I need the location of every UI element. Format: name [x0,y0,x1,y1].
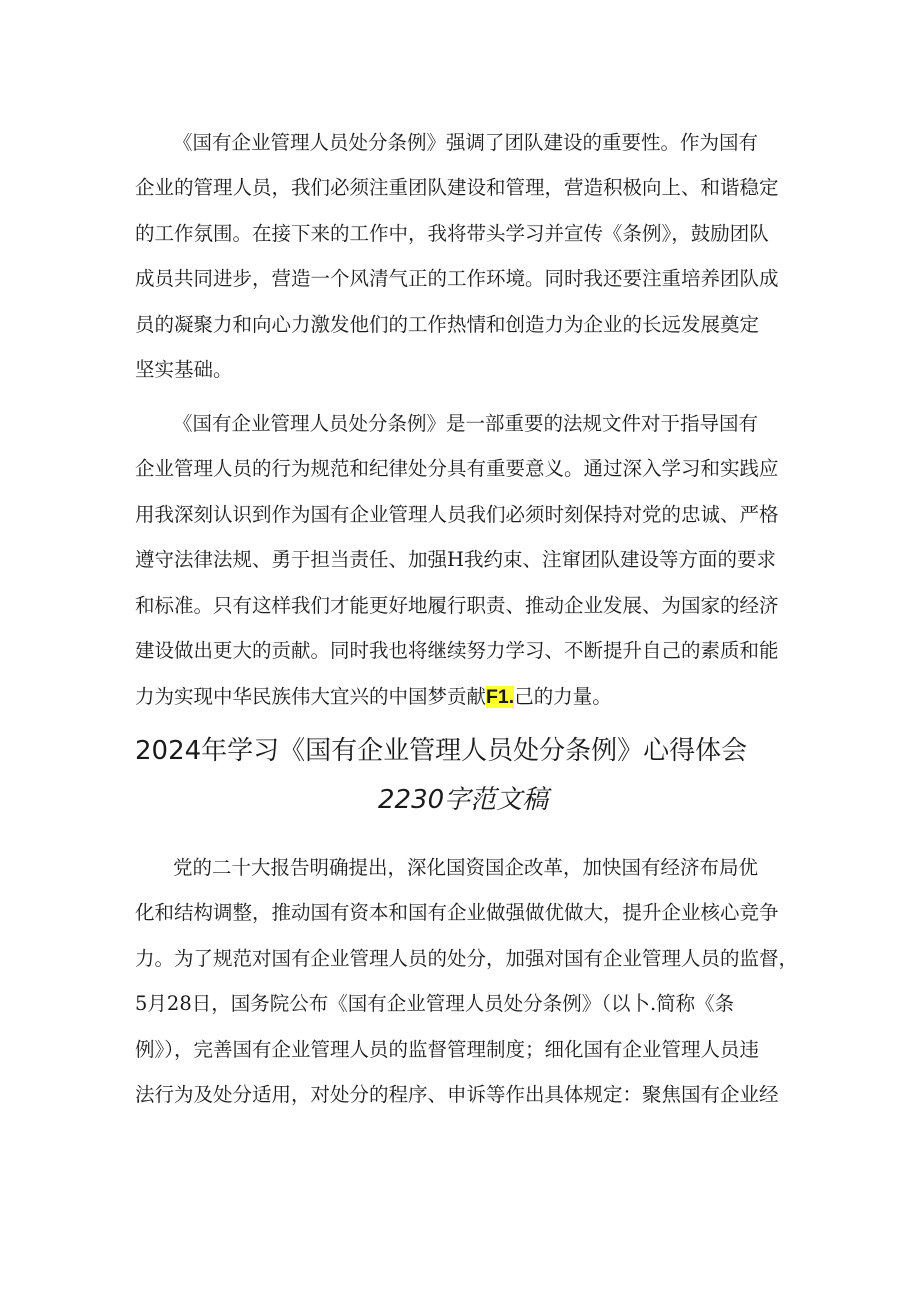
text-line: 遵守法律法规、勇于担当责任、加强H我约束、注窜团队建设等方面的要求 [135,548,777,571]
text-line: 《国有企业管理人员处分条例》是一部重要的法规文件对于指导国有 [173,412,759,435]
text-line: 用我深刻认识到作为国有企业管理人员我们必须时刻保持对党的忠诚、严格 [135,503,779,526]
text-line: 和标准。只有这样我们才能更好地履行职责、推动企业发展、为国家的经济 [135,594,779,617]
text-line: 《国有企业管理人员处分条例》强调了团队建设的重要性。作为国有 [173,131,759,154]
text-line: 法行为及处分适用，对处分的程序、申诉等作出具体规定：聚焦国有企业经 [135,1083,779,1106]
text-line: 员的凝聚力和向心力激发他们的工作热情和创造力为企业的长远发展奠定 [135,313,760,336]
text-line: 党的二十大报告明确提出，深化国资国企改革，加快国有经济布局优 [173,856,759,879]
text-line: 5月28日，国务院公布《国有企业管理人员处分条例》（以卜.简称《条 [135,992,735,1015]
text-line: 企业的管理人员，我们必须注重团队建设和管理，营造积极向上、和谐稳定 [135,176,779,199]
text-line: 企业管理人员的行为规范和纪律处分具有重要意义。通过深入学习和实践应 [135,457,779,480]
text-line: 例》），完善国有企业管理人员的监督管理制度；细化国有企业管理人员违 [135,1038,760,1061]
text-line: 坚实基础。 [135,358,233,381]
text-line: 力。为了规范对国有企业管理人员的处分，加强对国有企业管理人员的监督， [135,947,799,970]
text-segment: 己的力量。 [514,685,612,708]
document-subtitle: 2230字范文稿 [378,785,549,815]
text-line: 的工作氛围。在接下来的工作中，我将带头学习并宣传《条例》，鼓励团队 [135,222,769,245]
highlighted-text: F1. [486,686,515,708]
text-line-last [135,683,612,711]
document-title: 2024年学习《国有企业管理人员处分条例》心得体会 [135,736,748,766]
text-line: 成员共同进步，营造一个风清气正的工作环境。同时我还要注重培养团队成 [135,267,779,290]
text-line: 化和结构调整，推动国有资本和国有企业做强做优做大，提升企业核心竞争 [135,901,779,924]
text-line: 建设做出更大的贡献。同时我也将继续努力学习、不断提升自己的素质和能 [135,639,779,662]
text-segment: 力为实现中华民族伟大宜兴的中国梦贡献 [135,685,487,708]
